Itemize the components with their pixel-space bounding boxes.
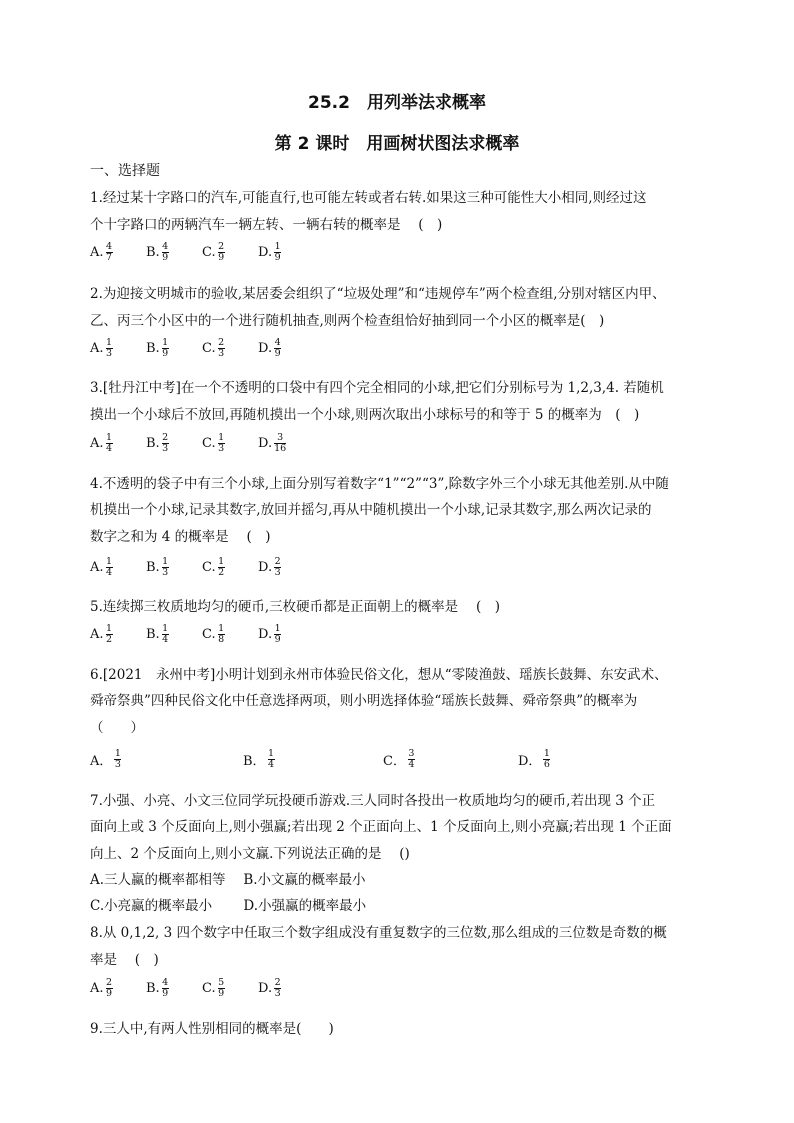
fraction-numerator: 1	[274, 623, 281, 634]
option-label: B.	[146, 627, 160, 642]
fraction	[543, 749, 550, 770]
fraction-numerator: 2	[106, 977, 113, 988]
option-label: A.	[90, 245, 104, 260]
fraction	[268, 749, 275, 770]
fraction-denominator: 7	[106, 252, 113, 263]
fraction-numerator: 1	[162, 556, 169, 567]
fraction	[218, 624, 225, 645]
fraction-denominator: 3	[218, 348, 225, 359]
fraction	[218, 338, 225, 359]
fraction-denominator: 16	[274, 443, 287, 454]
option-label: C．	[383, 754, 406, 769]
fraction-numerator: 2	[274, 977, 281, 988]
question-7-line-2: 面向上或 3 个反面向上,则小强赢;若出现 2 个正面向上、1 个反面向上,则小亮赢;若出现 1 个正面	[90, 819, 672, 835]
fraction-denominator: 8	[218, 634, 225, 645]
fraction	[218, 433, 225, 454]
option-label: D.	[258, 341, 273, 356]
fraction-denominator: 3	[274, 567, 281, 578]
fraction-denominator: 4	[408, 759, 415, 770]
fraction	[106, 557, 113, 578]
fraction-numerator: 1	[218, 556, 225, 567]
option-c	[202, 557, 225, 578]
fraction-denominator: 3	[114, 759, 121, 770]
question-4-line-1: 4.不透明的袋子中有三个小球,上面分别写着数字“1”“2”“3”,除数字外三个小球无其他差别.从中随	[90, 476, 669, 492]
option-label: D.	[258, 627, 273, 642]
fraction	[162, 338, 169, 359]
fraction	[162, 978, 169, 999]
option-b	[146, 433, 169, 454]
fraction-denominator: 9	[162, 988, 169, 999]
option-label: A.	[90, 981, 104, 996]
option-label: B．	[243, 754, 266, 769]
fraction-numerator: 1	[106, 432, 113, 443]
question-1-line-1: 1.经过某十字路口的汽车,可能直行,也可能左转或者右转.如果这三种可能性大小相同,则经过这	[90, 190, 647, 206]
question-6-line-2: 舜帝祭典”四种民俗文化中任意选择两项，则小明选择体验“瑶族长鼓舞、舜帝祭典”的概率为	[90, 693, 638, 709]
question-3-line-1: 3.[牡丹江中考]在一个不透明的口袋中有四个完全相同的小球,把它们分别标号为 1,2,3,4. 若随机	[90, 380, 664, 396]
option-a	[90, 433, 113, 454]
question-1-line-2: 个十字路口的两辆汽车一辆左转、一辆右转的概率是 ( )	[90, 217, 443, 233]
fraction-numerator: 1	[218, 432, 225, 443]
question-2-line-1: 2.为迎接文明城市的验收,某居委会组织了“垃圾处理”和“违规停车”两个检查组,分别对辖区内甲、	[90, 286, 666, 302]
option-a	[90, 557, 113, 578]
option-label: C.	[202, 981, 216, 996]
fraction-denominator: 9	[274, 634, 281, 645]
fraction-numerator: 4	[106, 241, 113, 252]
option-d	[518, 749, 550, 770]
question-7-option-row-2: C.小亮赢的概率最小 D.小强赢的概率最小	[90, 898, 367, 914]
question-7-line-1: 7.小强、小亮、小文三位同学玩投硬币游戏.三人同时各投出一枚质地均匀的硬币,若出现 3 个正	[90, 793, 656, 809]
fraction-numerator: 4	[162, 977, 169, 988]
option-label: A.	[90, 560, 104, 575]
question-4-line-2: 机摸出一个小球,记录其数字,放回并摇匀,再从中随机摸出一个小球,记录其数字,那么两次记录的	[90, 502, 652, 518]
fraction	[274, 242, 281, 263]
option-label: C.	[202, 341, 216, 356]
option-label: A.	[90, 341, 104, 356]
fraction-denominator: 4	[268, 759, 275, 770]
fraction	[162, 557, 169, 578]
fraction-numerator: 1	[106, 556, 113, 567]
option-c	[202, 978, 225, 999]
fraction	[106, 624, 113, 645]
fraction	[274, 338, 281, 359]
fraction-denominator: 4	[106, 567, 113, 578]
fraction-numerator: 1	[218, 623, 225, 634]
fraction	[106, 978, 113, 999]
option-label: A．	[90, 754, 113, 769]
option-d	[258, 624, 281, 645]
fraction	[408, 749, 415, 770]
fraction-numerator: 3	[277, 432, 284, 443]
option-c	[383, 749, 415, 770]
fraction-denominator: 9	[106, 988, 113, 999]
fraction-numerator: 2	[274, 556, 281, 567]
fraction-denominator: 3	[106, 348, 113, 359]
fraction-numerator: 1	[106, 623, 113, 634]
fraction-numerator: 1	[543, 748, 550, 759]
option-label: C.	[202, 436, 216, 451]
option-label: B.	[146, 436, 160, 451]
fraction-denominator: 9	[274, 348, 281, 359]
fraction-denominator: 3	[162, 567, 169, 578]
fraction-numerator: 1	[162, 623, 169, 634]
fraction-denominator: 9	[162, 348, 169, 359]
fraction	[162, 242, 169, 263]
fraction-numerator: 2	[162, 432, 169, 443]
fraction-numerator: 2	[218, 337, 225, 348]
question-8-line-2: 率是 ( )	[90, 952, 159, 968]
option-c	[202, 433, 225, 454]
fraction-denominator: 9	[218, 988, 225, 999]
fraction	[274, 557, 281, 578]
option-a	[90, 749, 121, 770]
fraction	[114, 749, 121, 770]
option-c	[202, 242, 225, 263]
fraction-numerator: 3	[408, 748, 415, 759]
fraction-numerator: 5	[218, 977, 225, 988]
fraction-denominator: 3	[218, 443, 225, 454]
fraction-denominator: 4	[106, 443, 113, 454]
question-6-line-1: 6.[2021 永州中考]小明计划到永州市体验民俗文化，想从“零陵渔鼓、瑶族长鼓舞、东安武术、	[90, 667, 668, 683]
fraction	[274, 433, 286, 454]
option-b	[146, 338, 169, 359]
option-label: B.	[146, 341, 160, 356]
fraction	[218, 242, 225, 263]
option-label: D.	[258, 436, 273, 451]
option-c	[202, 338, 225, 359]
option-label: B.	[146, 245, 160, 260]
option-a	[90, 624, 113, 645]
option-label: C.	[202, 627, 216, 642]
fraction-denominator: 9	[218, 252, 225, 263]
fraction-denominator: 9	[162, 252, 169, 263]
page-title: 25.2 用列举法求概率	[308, 93, 486, 113]
fraction	[274, 978, 281, 999]
option-a	[90, 978, 113, 999]
option-label: D.	[258, 245, 273, 260]
question-2-line-2: 乙、丙三个小区中的一个进行随机抽查,则两个检查组恰好抽到同一个小区的概率是( )	[90, 313, 605, 329]
question-8-line-1: 8.从 0,1,2, 3 四个数字中任取三个数字组成没有重复数字的三位数,那么组成的三位数是奇数的概	[90, 925, 667, 941]
option-c	[202, 624, 225, 645]
option-label: D．	[518, 754, 542, 769]
fraction	[218, 978, 225, 999]
option-label: B.	[146, 560, 160, 575]
fraction-numerator: 1	[162, 337, 169, 348]
question-6-line-3: （ ）	[90, 720, 144, 736]
option-label: C.	[202, 560, 216, 575]
fraction-numerator: 1	[114, 748, 121, 759]
option-a	[90, 338, 113, 359]
option-b	[146, 557, 169, 578]
question-7-option-row-1: A.三人赢的概率都相等 B.小文赢的概率最小	[90, 872, 366, 888]
question-7-line-3: 向上、2 个反面向上,则小文赢.下列说法正确的是 ()	[90, 846, 410, 862]
option-label: D.	[258, 560, 273, 575]
fraction-numerator: 1	[106, 337, 113, 348]
fraction-denominator: 3	[274, 988, 281, 999]
option-label: A.	[90, 627, 104, 642]
option-label: B.	[146, 981, 160, 996]
fraction	[218, 557, 225, 578]
option-b	[146, 242, 169, 263]
fraction-numerator: 2	[218, 241, 225, 252]
fraction-denominator: 4	[162, 634, 169, 645]
fraction-denominator: 6	[543, 759, 550, 770]
option-d	[258, 433, 286, 454]
option-a	[90, 242, 113, 263]
option-d	[258, 978, 281, 999]
fraction-numerator: 4	[162, 241, 169, 252]
fraction-denominator: 2	[218, 567, 225, 578]
option-b	[146, 978, 169, 999]
fraction-denominator: 3	[162, 443, 169, 454]
option-label: C.	[202, 245, 216, 260]
section-heading: 一、选择题	[90, 163, 160, 179]
option-b	[243, 749, 275, 770]
question-4-line-3: 数字之和为 4 的概率是 ( )	[90, 529, 271, 545]
page-subtitle: 第 2 课时 用画树状图法求概率	[274, 134, 520, 154]
fraction-denominator: 2	[106, 634, 113, 645]
fraction-numerator: 1	[268, 748, 275, 759]
question-3-line-2: 摸出一个小球后不放回,再随机摸出一个小球,则两次取出小球标号的和等于 5 的概率为 ( )	[90, 407, 640, 423]
fraction-numerator: 4	[274, 337, 281, 348]
fraction	[162, 624, 169, 645]
fraction	[106, 338, 113, 359]
fraction	[106, 433, 113, 454]
question-5-line-1: 5.连续掷三枚质地均匀的硬币,三枚硬币都是正面朝上的概率是 ( )	[90, 599, 500, 615]
fraction	[106, 242, 113, 263]
option-d	[258, 557, 281, 578]
option-d	[258, 242, 281, 263]
option-label: A.	[90, 436, 104, 451]
fraction	[274, 624, 281, 645]
fraction	[162, 433, 169, 454]
fraction-denominator: 9	[274, 252, 281, 263]
option-b	[146, 624, 169, 645]
option-label: D.	[258, 981, 273, 996]
option-d	[258, 338, 281, 359]
question-9-line-1: 9.三人中,有两人性别相同的概率是( )	[90, 1021, 334, 1037]
fraction-numerator: 1	[274, 241, 281, 252]
